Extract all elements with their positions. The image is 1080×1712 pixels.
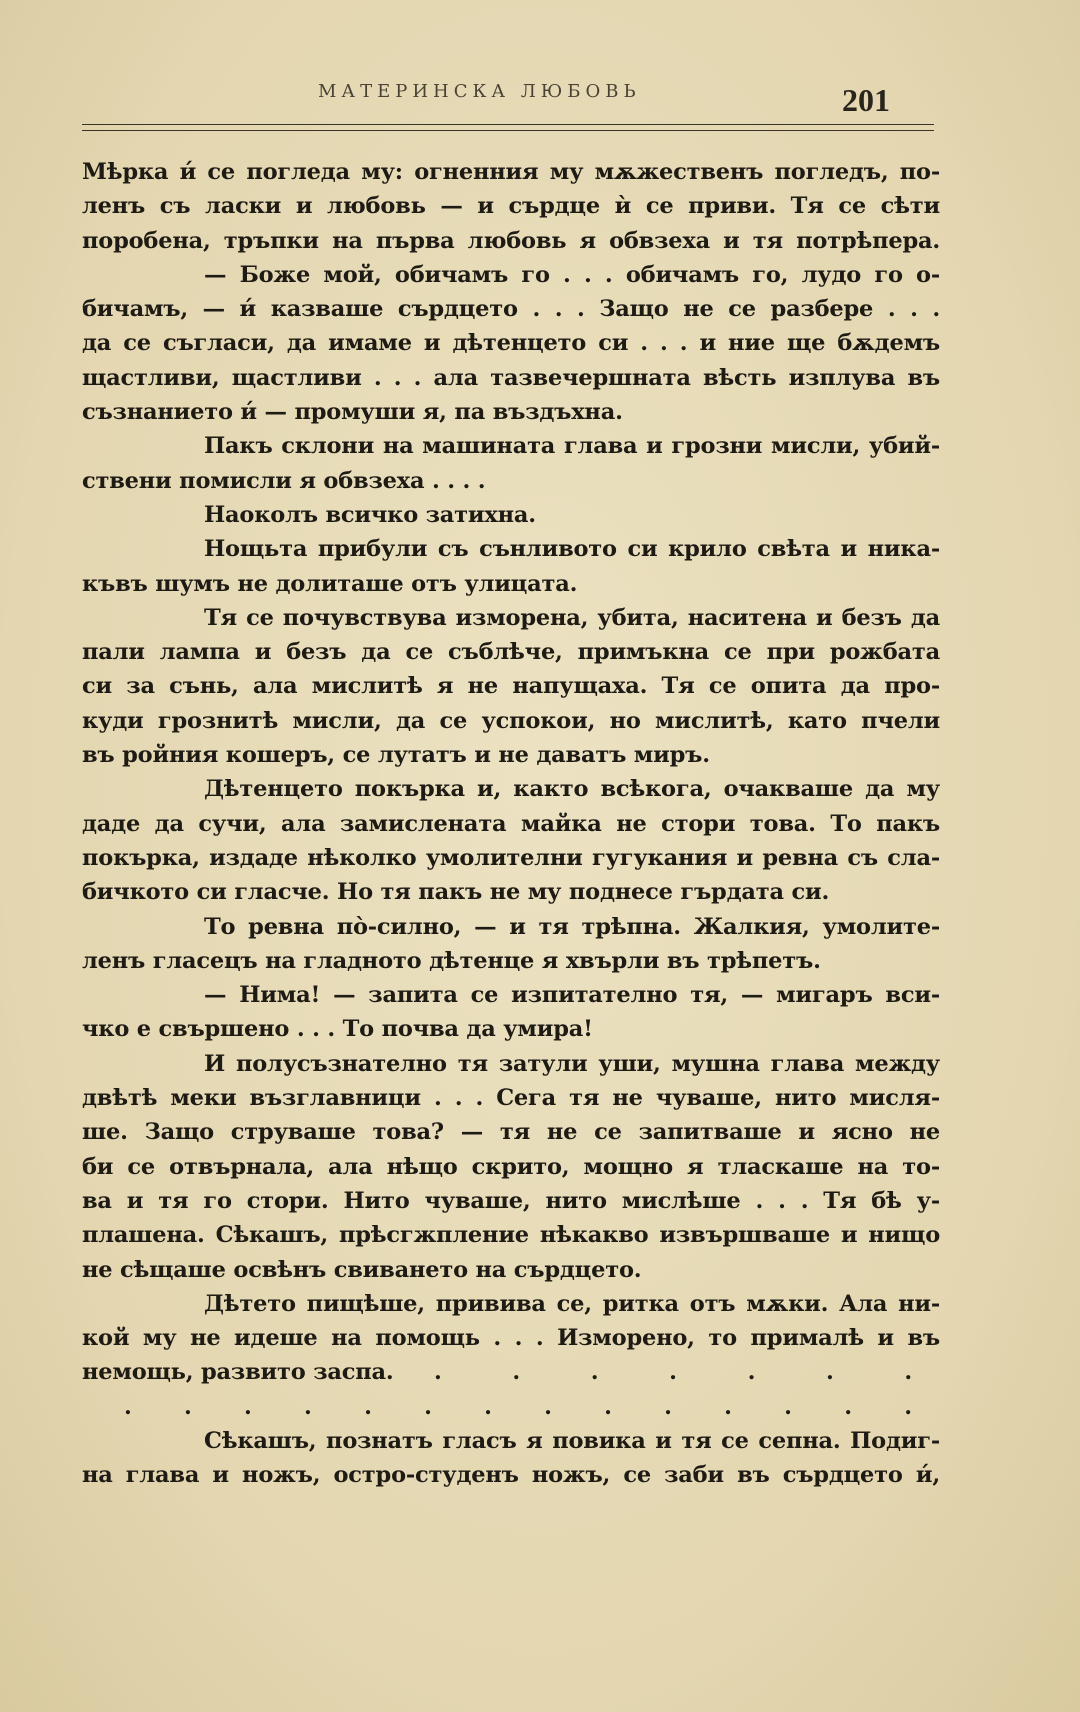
ellipsis-dot: . bbox=[825, 1359, 834, 1386]
header-rule-top bbox=[82, 124, 934, 125]
ellipsis-dot: . bbox=[724, 1393, 732, 1420]
text-line: би се отвърнала, ала нѣщо скрито, мощно я тласкаше на то- bbox=[82, 1153, 940, 1180]
text-line: бичкото си гласче. Но тя пакъ не му поднесе гърдата си. bbox=[82, 879, 830, 906]
ellipsis-dot: . bbox=[747, 1359, 756, 1386]
text-line: чко е свършено . . . То почва да умира! bbox=[82, 1016, 593, 1043]
ellipsis-dot: . bbox=[184, 1393, 192, 1420]
ellipsis-dot: . bbox=[124, 1393, 132, 1420]
ellipsis-dot: . bbox=[904, 1359, 912, 1386]
text-line: плашена. Сѣкашъ, прѣсгжпление нѣкакво извършваше и нищо bbox=[82, 1222, 940, 1249]
ellipsis-dot: . bbox=[434, 1359, 442, 1386]
ellipsis-dot: . bbox=[664, 1393, 672, 1420]
ellipsis-dot: . bbox=[424, 1393, 432, 1420]
text-line: Тя се почувствува изморена, убита, наситена и безъ да bbox=[204, 604, 940, 631]
body-text bbox=[82, 155, 940, 1493]
text-line: И полусъзнателно тя затули уши, мушна глава между bbox=[204, 1050, 940, 1077]
text-line: Дѣтенцето покърка и, както всѣкога, очакваше да му bbox=[204, 776, 940, 803]
text-line: — Нима! — запита се изпитателно тя, — мигаръ вси- bbox=[204, 982, 940, 1009]
ellipsis-dot: . bbox=[364, 1393, 372, 1420]
ellipsis-dot: . bbox=[844, 1393, 852, 1420]
ellipsis-dot: . bbox=[544, 1393, 552, 1420]
header-rule-bottom bbox=[82, 130, 934, 131]
ellipsis-dot: . bbox=[604, 1393, 612, 1420]
text-line: въ ройния кошеръ, се лутатъ и не даватъ миръ. bbox=[82, 742, 710, 769]
text-line: на глава и ножъ, остро-студенъ ножъ, се заби въ сърдцето и́, bbox=[82, 1462, 940, 1489]
text-line: бичамъ, — и́ казваше сърдцето . . . Защо не се разбере . . . bbox=[82, 296, 940, 323]
text-line: поробена, тръпки на първа любовь я обвзеха и тя потрѣпера. bbox=[82, 227, 940, 254]
page-number: 201 bbox=[842, 82, 890, 118]
text-line: не сѣщаше освѣнъ свиването на сърдцето. bbox=[82, 1256, 642, 1283]
running-title: МАТЕРИНСКА ЛЮБОВЬ bbox=[318, 81, 641, 102]
text-line: ва и тя го стори. Нито чуваше, нито мислѣше . . . Тя бѣ у- bbox=[82, 1187, 940, 1214]
text-line: даде да сучи, ала замислената майка не стори това. То пакъ bbox=[82, 810, 940, 837]
text-line: немощь, развито заспа. bbox=[82, 1359, 394, 1386]
text-line: пали лампа и безъ да се съблѣче, примъкна се при рожбата bbox=[82, 639, 940, 666]
text-line: ше. Защо струваше това? — тя не се запитваше и ясно не bbox=[82, 1119, 940, 1146]
text-line: куди грознитѣ мисли, да се успокои, но мислитѣ, като пчели bbox=[82, 707, 940, 734]
text-line: кой му не идеше на помощь . . . Изморено, то прималѣ и въ bbox=[82, 1325, 940, 1352]
text-line: покърка, издаде нѣколко умолителни гугукания и ревна съ сла- bbox=[82, 844, 940, 871]
ellipsis-row bbox=[82, 1390, 940, 1424]
ellipsis-row bbox=[82, 1355, 940, 1389]
ellipsis-dot: . bbox=[669, 1359, 677, 1386]
text-line: Дѣтето пищѣше, привива се, ритка отъ мѫки. Ала ни- bbox=[204, 1290, 940, 1317]
text-line: Пакъ склони на машината глава и грозни мисли, убий- bbox=[204, 433, 940, 460]
text-line: си за сънь, ала мислитѣ я не напущаха. Тя се опита да про- bbox=[82, 673, 940, 700]
ellipsis-dot: . bbox=[484, 1393, 492, 1420]
text-line: двѣтѣ меки възглавници . . . Сега тя не чуваше, нито мисля- bbox=[82, 1085, 940, 1112]
text-line: То ревна пò-силно, — и тя трѣпна. Жалкия, умолите- bbox=[204, 913, 940, 940]
text-line: Наоколъ всичко затихна. bbox=[204, 501, 536, 528]
text-line: съзнанието и́ — промуши я, па въздъхна. bbox=[82, 399, 623, 426]
text-line: къвъ шумъ не долиташе отъ улицата. bbox=[82, 570, 578, 597]
ellipsis-dot: . bbox=[904, 1393, 912, 1420]
ellipsis-dot: . bbox=[784, 1393, 792, 1420]
text-line: ленъ съ ласки и любовь — и сърдце ѝ се приви. Тя се сѣти bbox=[82, 193, 940, 220]
ellipsis-dot: . bbox=[244, 1393, 252, 1420]
text-line: Нощьта прибули съ сънливото си крило свѣта и ника- bbox=[204, 536, 940, 563]
text-line: Сѣкашъ, познатъ гласъ я повика и тя се сепна. Подиг- bbox=[204, 1427, 940, 1454]
text-line: да се съгласи, да имаме и дѣтенцето си . . . и ние ще бѫдемъ bbox=[82, 330, 940, 357]
ellipsis-dot: . bbox=[512, 1359, 521, 1386]
text-line: щастливи, щастливи . . . ала тазвечершната вѣсть изплува въ bbox=[82, 364, 940, 391]
text-line: — Боже мой, обичамъ го . . . обичамъ го, лудо го о- bbox=[204, 261, 940, 288]
text-line: Мѣрка и́ се погледа му: огненния му мѫжественъ погледъ, по- bbox=[82, 159, 940, 185]
text-line: ствени помисли я обвзеха . . . . bbox=[82, 467, 486, 494]
text-line: ленъ гласецъ на гладното дѣтенце я хвърли въ трѣпетъ. bbox=[82, 947, 821, 974]
text-line-with-dots bbox=[82, 1355, 940, 1389]
ellipsis-dot: . bbox=[304, 1393, 312, 1420]
ellipsis-dot: . bbox=[590, 1359, 599, 1386]
